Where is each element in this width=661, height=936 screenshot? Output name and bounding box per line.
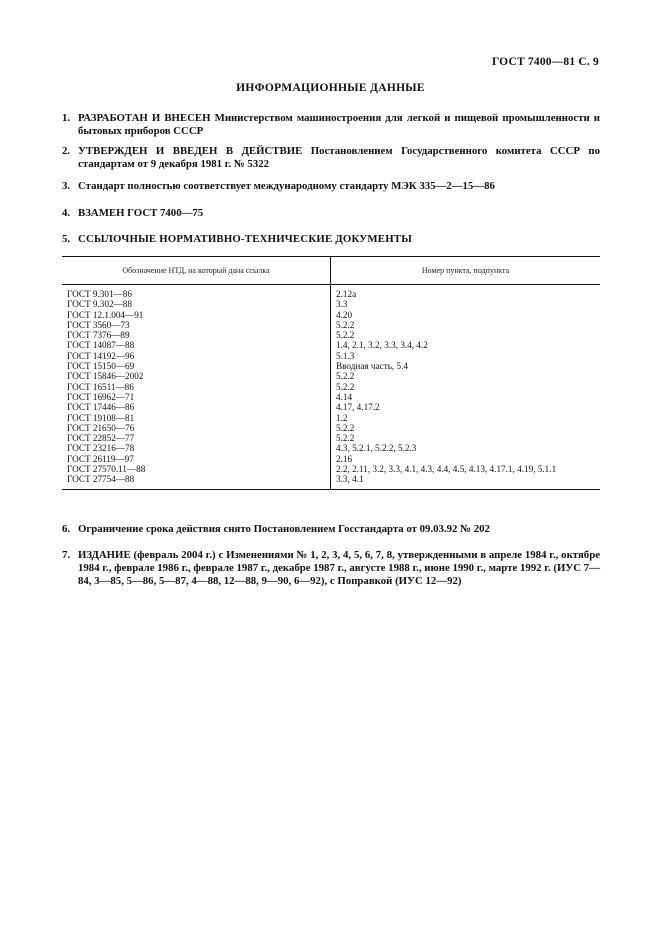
table-row xyxy=(62,340,600,350)
item-number: 2. xyxy=(62,145,71,157)
info-item-5 xyxy=(62,233,600,246)
table-row xyxy=(62,423,600,433)
item-lead: ВЗАМЕН ГОСТ 7400—75 xyxy=(78,207,204,219)
cell-clause: 4.20 xyxy=(336,309,353,320)
table-body xyxy=(62,285,600,489)
table-row xyxy=(62,474,600,484)
item-number: 7. xyxy=(62,549,71,561)
item-text: Стандарт полностью соответствует международному стандарту МЭК 335—2—15—86 xyxy=(78,180,495,192)
cell-clause: 4.14 xyxy=(336,391,353,402)
item-text: Постановлением Государственного комитета СССР по стандартам от 9 декабря 1981 г. № 5322 xyxy=(78,145,600,170)
cell-clause: 2.16 xyxy=(336,453,353,464)
item-number: 6. xyxy=(62,523,71,535)
item-number: 5. xyxy=(62,233,71,245)
page-title: ИНФОРМАЦИОННЫЕ ДАННЫЕ xyxy=(236,82,425,94)
table-row xyxy=(62,443,600,453)
cell-document: ГОСТ 15846—2002 xyxy=(67,371,144,382)
table-row xyxy=(62,382,600,392)
cell-document: ГОСТ 14192—96 xyxy=(67,350,135,361)
cell-clause: 1.2 xyxy=(336,412,348,423)
item-lead: ССЫЛОЧНЫЕ НОРМАТИВНО-ТЕХНИЧЕСКИЕ ДОКУМЕНТЫ xyxy=(78,233,413,245)
item-number: 4. xyxy=(62,207,71,219)
cell-clause: 5.1.3 xyxy=(336,350,355,361)
table-row xyxy=(62,454,600,464)
cell-document: ГОСТ 17446—86 xyxy=(67,402,135,413)
table-row xyxy=(62,413,600,423)
cell-clause: 4.3, 5.2.1, 5.2.2, 5.2.3 xyxy=(336,443,417,454)
cell-clause: 4.17, 4.17.2 xyxy=(336,402,380,413)
column-divider xyxy=(330,285,331,489)
cell-document: ГОСТ 9.302—88 xyxy=(67,299,132,310)
table-row xyxy=(62,351,600,361)
item-text: (февраль 2004 г.) с Изменениями № 1, 2, 3, 4, 5, 6, 7, 8, утвержденными в апреле 1984 г., октябре 1984 г., феврале 1986 г., феврале 1987 г., декабре 1987 г., августе 1988 г., июне 1990 г., марте 1992 г. (ИУС 7—84, 3—85, 5—86, 5—87, 4—88, 12—88, 9—90, 6—92), с Поправкой (ИУС 12—92) xyxy=(78,549,600,587)
cell-document: ГОСТ 3560—73 xyxy=(67,319,130,330)
table-row xyxy=(62,330,600,340)
table-row xyxy=(62,361,600,371)
cell-document: ГОСТ 12.1.004—91 xyxy=(67,309,144,320)
cell-document: ГОСТ 16962—71 xyxy=(67,391,135,402)
cell-clause: 5.2.2 xyxy=(336,381,355,392)
cell-clause: 2.12а xyxy=(336,289,357,299)
info-item-1 xyxy=(62,112,600,138)
column-header-clause: Номер пункта, подпункта xyxy=(421,266,510,275)
cell-clause: 5.2.2 xyxy=(336,422,355,433)
table-row xyxy=(62,320,600,330)
table-row xyxy=(62,289,600,299)
item-text: Ограничение срока действия снято Постановлением Госстандарта от 09.03.92 № 202 xyxy=(78,523,490,535)
cell-document: ГОСТ 23216—78 xyxy=(67,443,135,454)
cell-document: ГОСТ 9.301—86 xyxy=(67,289,132,299)
cell-document: ГОСТ 15150—69 xyxy=(67,361,135,372)
item-lead: ИЗДАНИЕ xyxy=(78,549,131,561)
cell-document: ГОСТ 19108—81 xyxy=(67,412,135,423)
cell-document: ГОСТ 26119—97 xyxy=(67,453,134,464)
reference-documents-table xyxy=(62,256,600,490)
cell-clause: 3.3 xyxy=(336,299,348,310)
cell-clause: 5.2.2 xyxy=(336,433,355,444)
table-row xyxy=(62,310,600,320)
item-lead: РАЗРАБОТАН И ВНЕСЕН xyxy=(78,112,211,124)
cell-clause: 3.3, 4.1 xyxy=(336,474,364,485)
item-number: 1. xyxy=(62,112,71,124)
info-item-3 xyxy=(62,180,600,193)
table-row xyxy=(62,402,600,412)
column-header-document: Обозначение НТД, на который дана ссылка xyxy=(62,257,331,284)
cell-document: ГОСТ 14087—88 xyxy=(67,340,135,351)
cell-document: ГОСТ 27754—88 xyxy=(67,474,135,485)
info-item-6 xyxy=(62,523,600,536)
info-item-4 xyxy=(62,207,600,220)
table-row xyxy=(62,371,600,381)
cell-clause: 1.4, 2.1, 3.2, 3.3, 3.4, 4.2 xyxy=(336,340,428,351)
table-row xyxy=(62,392,600,402)
cell-clause: 5.2.2 xyxy=(336,319,355,330)
cell-document: ГОСТ 21650—76 xyxy=(67,422,135,433)
info-item-2 xyxy=(62,145,600,171)
table-row xyxy=(62,464,600,474)
table-header xyxy=(62,257,600,285)
cell-clause: 5.2.2 xyxy=(336,330,355,341)
page-header-code: ГОСТ 7400—81 С. 9 xyxy=(491,56,599,68)
cell-document: ГОСТ 7376—89 xyxy=(67,330,130,341)
cell-document: ГОСТ 16511—86 xyxy=(67,381,134,392)
cell-clause: Вводная часть, 5.4 xyxy=(336,361,408,372)
item-text: Министерством машиностроения для легкой и пищевой промышленности и бытовых приборов СССР xyxy=(78,112,600,137)
cell-clause: 5.2.2 xyxy=(336,371,355,382)
item-number: 3. xyxy=(62,180,71,192)
item-lead: УТВЕРЖДЕН И ВВЕДЕН В ДЕЙСТВИЕ xyxy=(78,145,303,157)
cell-clause: 2.2, 2.11, 3.2, 3.3, 4.1, 4.3, 4.4, 4.5, 4.13, 4.17.1, 4.19, 5.1.1 xyxy=(336,464,557,475)
cell-document: ГОСТ 22852—77 xyxy=(67,433,135,444)
table-row xyxy=(62,299,600,309)
cell-document: ГОСТ 27570.11—88 xyxy=(67,464,146,475)
table-row xyxy=(62,433,600,443)
info-item-7 xyxy=(62,549,600,588)
